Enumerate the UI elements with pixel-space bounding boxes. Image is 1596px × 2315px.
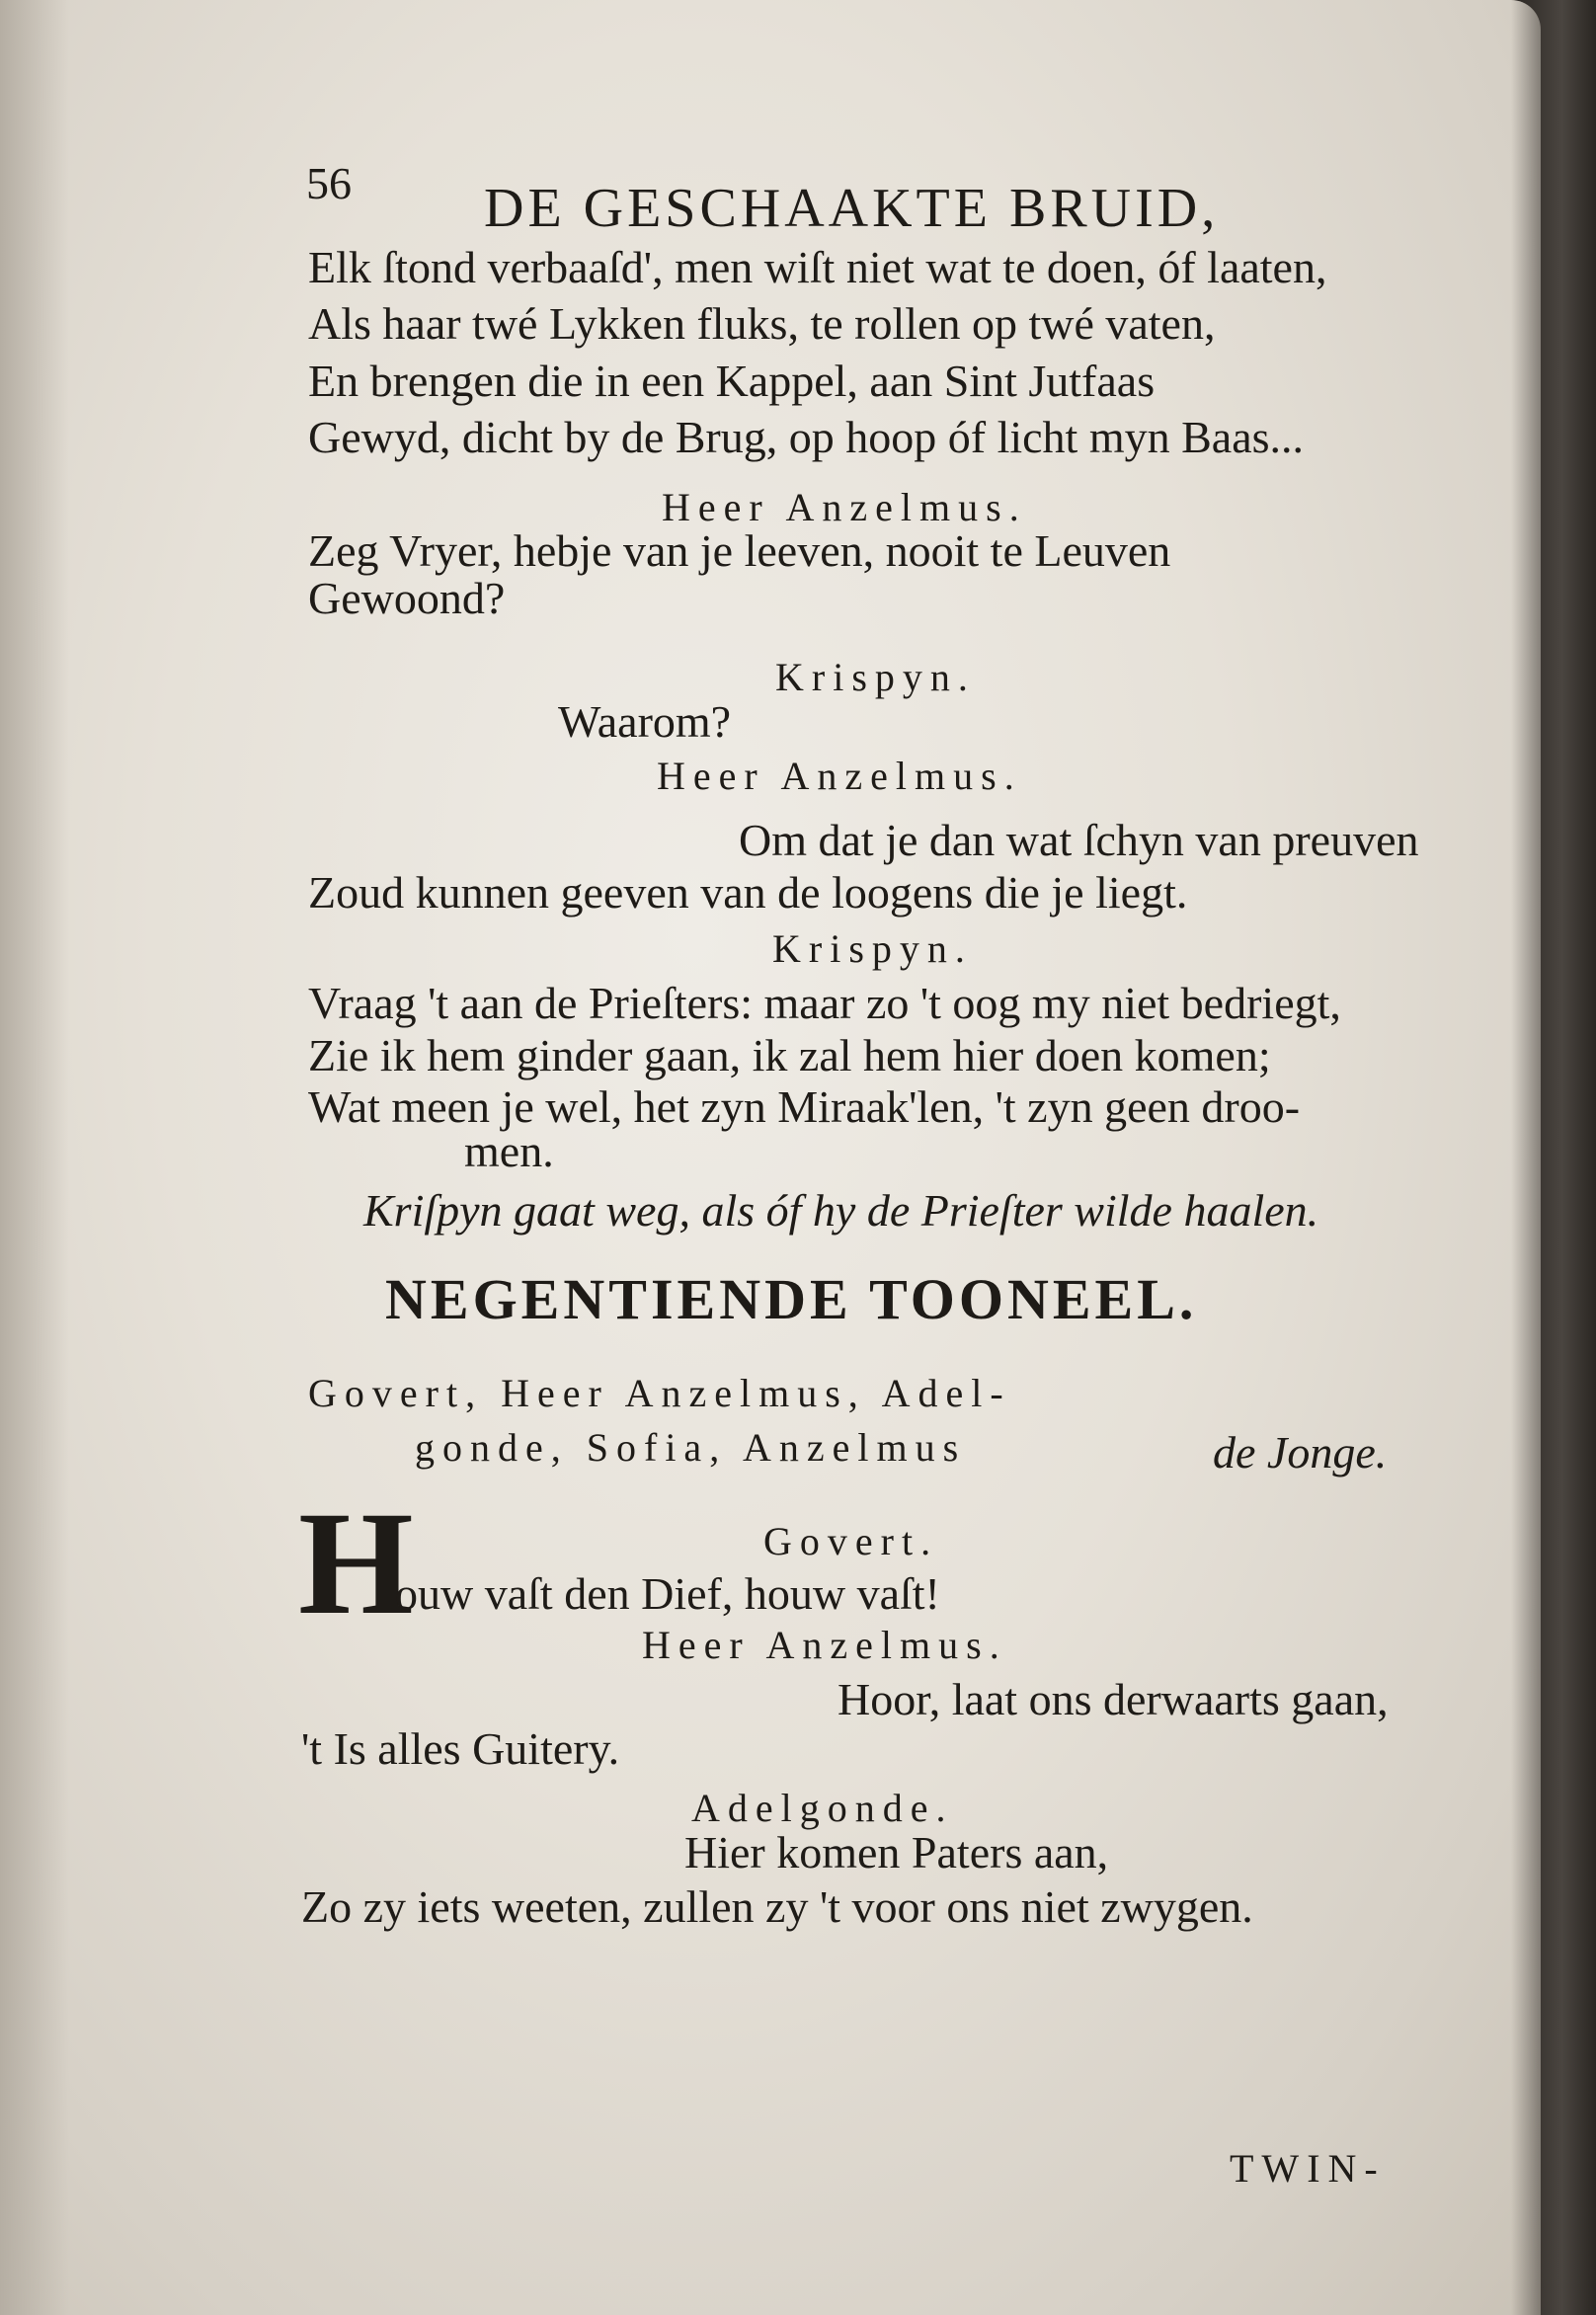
speaker-heading: Govert. bbox=[763, 1519, 939, 1563]
cast-list-line: gonde, Sofia, Anzelmus bbox=[415, 1425, 967, 1470]
cast-list-suffix: de Jonge. bbox=[1213, 1427, 1388, 1477]
verse-line: Hier komen Paters aan, bbox=[684, 1827, 1109, 1877]
verse-line: En brengen die in een Kappel, aan Sint Jutfaas bbox=[308, 356, 1156, 406]
gutter-shadow bbox=[0, 0, 69, 2315]
verse-line: Om dat je dan wat ſchyn van preuven bbox=[739, 815, 1419, 865]
verse-line: Elk ſtond verbaaſd', men wiſt niet wat te doen, óf laaten, bbox=[308, 242, 1327, 292]
speaker-heading: Heer Anzelmus. bbox=[662, 485, 1027, 529]
verse-line: ouw vaſt den Dief, houw vaſt! bbox=[395, 1568, 940, 1619]
running-title: DE GESCHAAKTE BRUID, bbox=[484, 178, 1220, 239]
speaker-heading: Heer Anzelmus. bbox=[642, 1623, 1007, 1667]
speaker-heading: Krispyn. bbox=[772, 926, 973, 971]
verse-line: Als haar twé Lykken fluks, te rollen op twé vaten, bbox=[308, 298, 1216, 349]
page-number: 56 bbox=[306, 158, 352, 208]
speaker-heading: Krispyn. bbox=[775, 655, 976, 699]
verse-line: Zeg Vryer, hebje van je leeven, nooit te Leuven bbox=[308, 525, 1171, 576]
stage-direction: Kriſpyn gaat weg, als óf hy de Prieſter wilde haalen. bbox=[363, 1185, 1319, 1236]
catchword: TWIN- bbox=[1230, 2146, 1386, 2191]
verse-line: Hoor, laat ons derwaarts gaan, bbox=[838, 1674, 1389, 1724]
speaker-heading: Adelgonde. bbox=[691, 1786, 954, 1830]
verse-line: 't Is alles Guitery. bbox=[301, 1723, 620, 1774]
verse-line: Gewoond? bbox=[308, 573, 506, 623]
verse-line: men. bbox=[464, 1126, 554, 1176]
speaker-heading: Heer Anzelmus. bbox=[657, 754, 1022, 798]
cast-list-line: Govert, Heer Anzelmus, Adel- bbox=[308, 1371, 1011, 1415]
verse-line: Gewyd, dicht by de Brug, op hoop óf licht myn Baas... bbox=[308, 412, 1305, 462]
page-edge-shadow bbox=[1511, 0, 1596, 2315]
drop-cap: H bbox=[298, 1481, 414, 1645]
verse-line: Vraag 't aan de Prieſters: maar zo 't oog my niet bedriegt, bbox=[308, 978, 1341, 1028]
verse-line: Zie ik hem ginder gaan, ik zal hem hier doen komen; bbox=[308, 1030, 1271, 1080]
verse-line: Waarom? bbox=[558, 696, 732, 747]
scene-title: NEGENTIENDE TOONEEL. bbox=[385, 1267, 1198, 1331]
verse-line: Zoud kunnen geeven van de loogens die je liegt. bbox=[308, 867, 1188, 918]
verse-line: Wat meen je wel, het zyn Miraak'len, 't zyn geen droo- bbox=[308, 1081, 1301, 1132]
verse-line: Zo zy iets weeten, zullen zy 't voor ons niet zwygen. bbox=[301, 1881, 1253, 1932]
